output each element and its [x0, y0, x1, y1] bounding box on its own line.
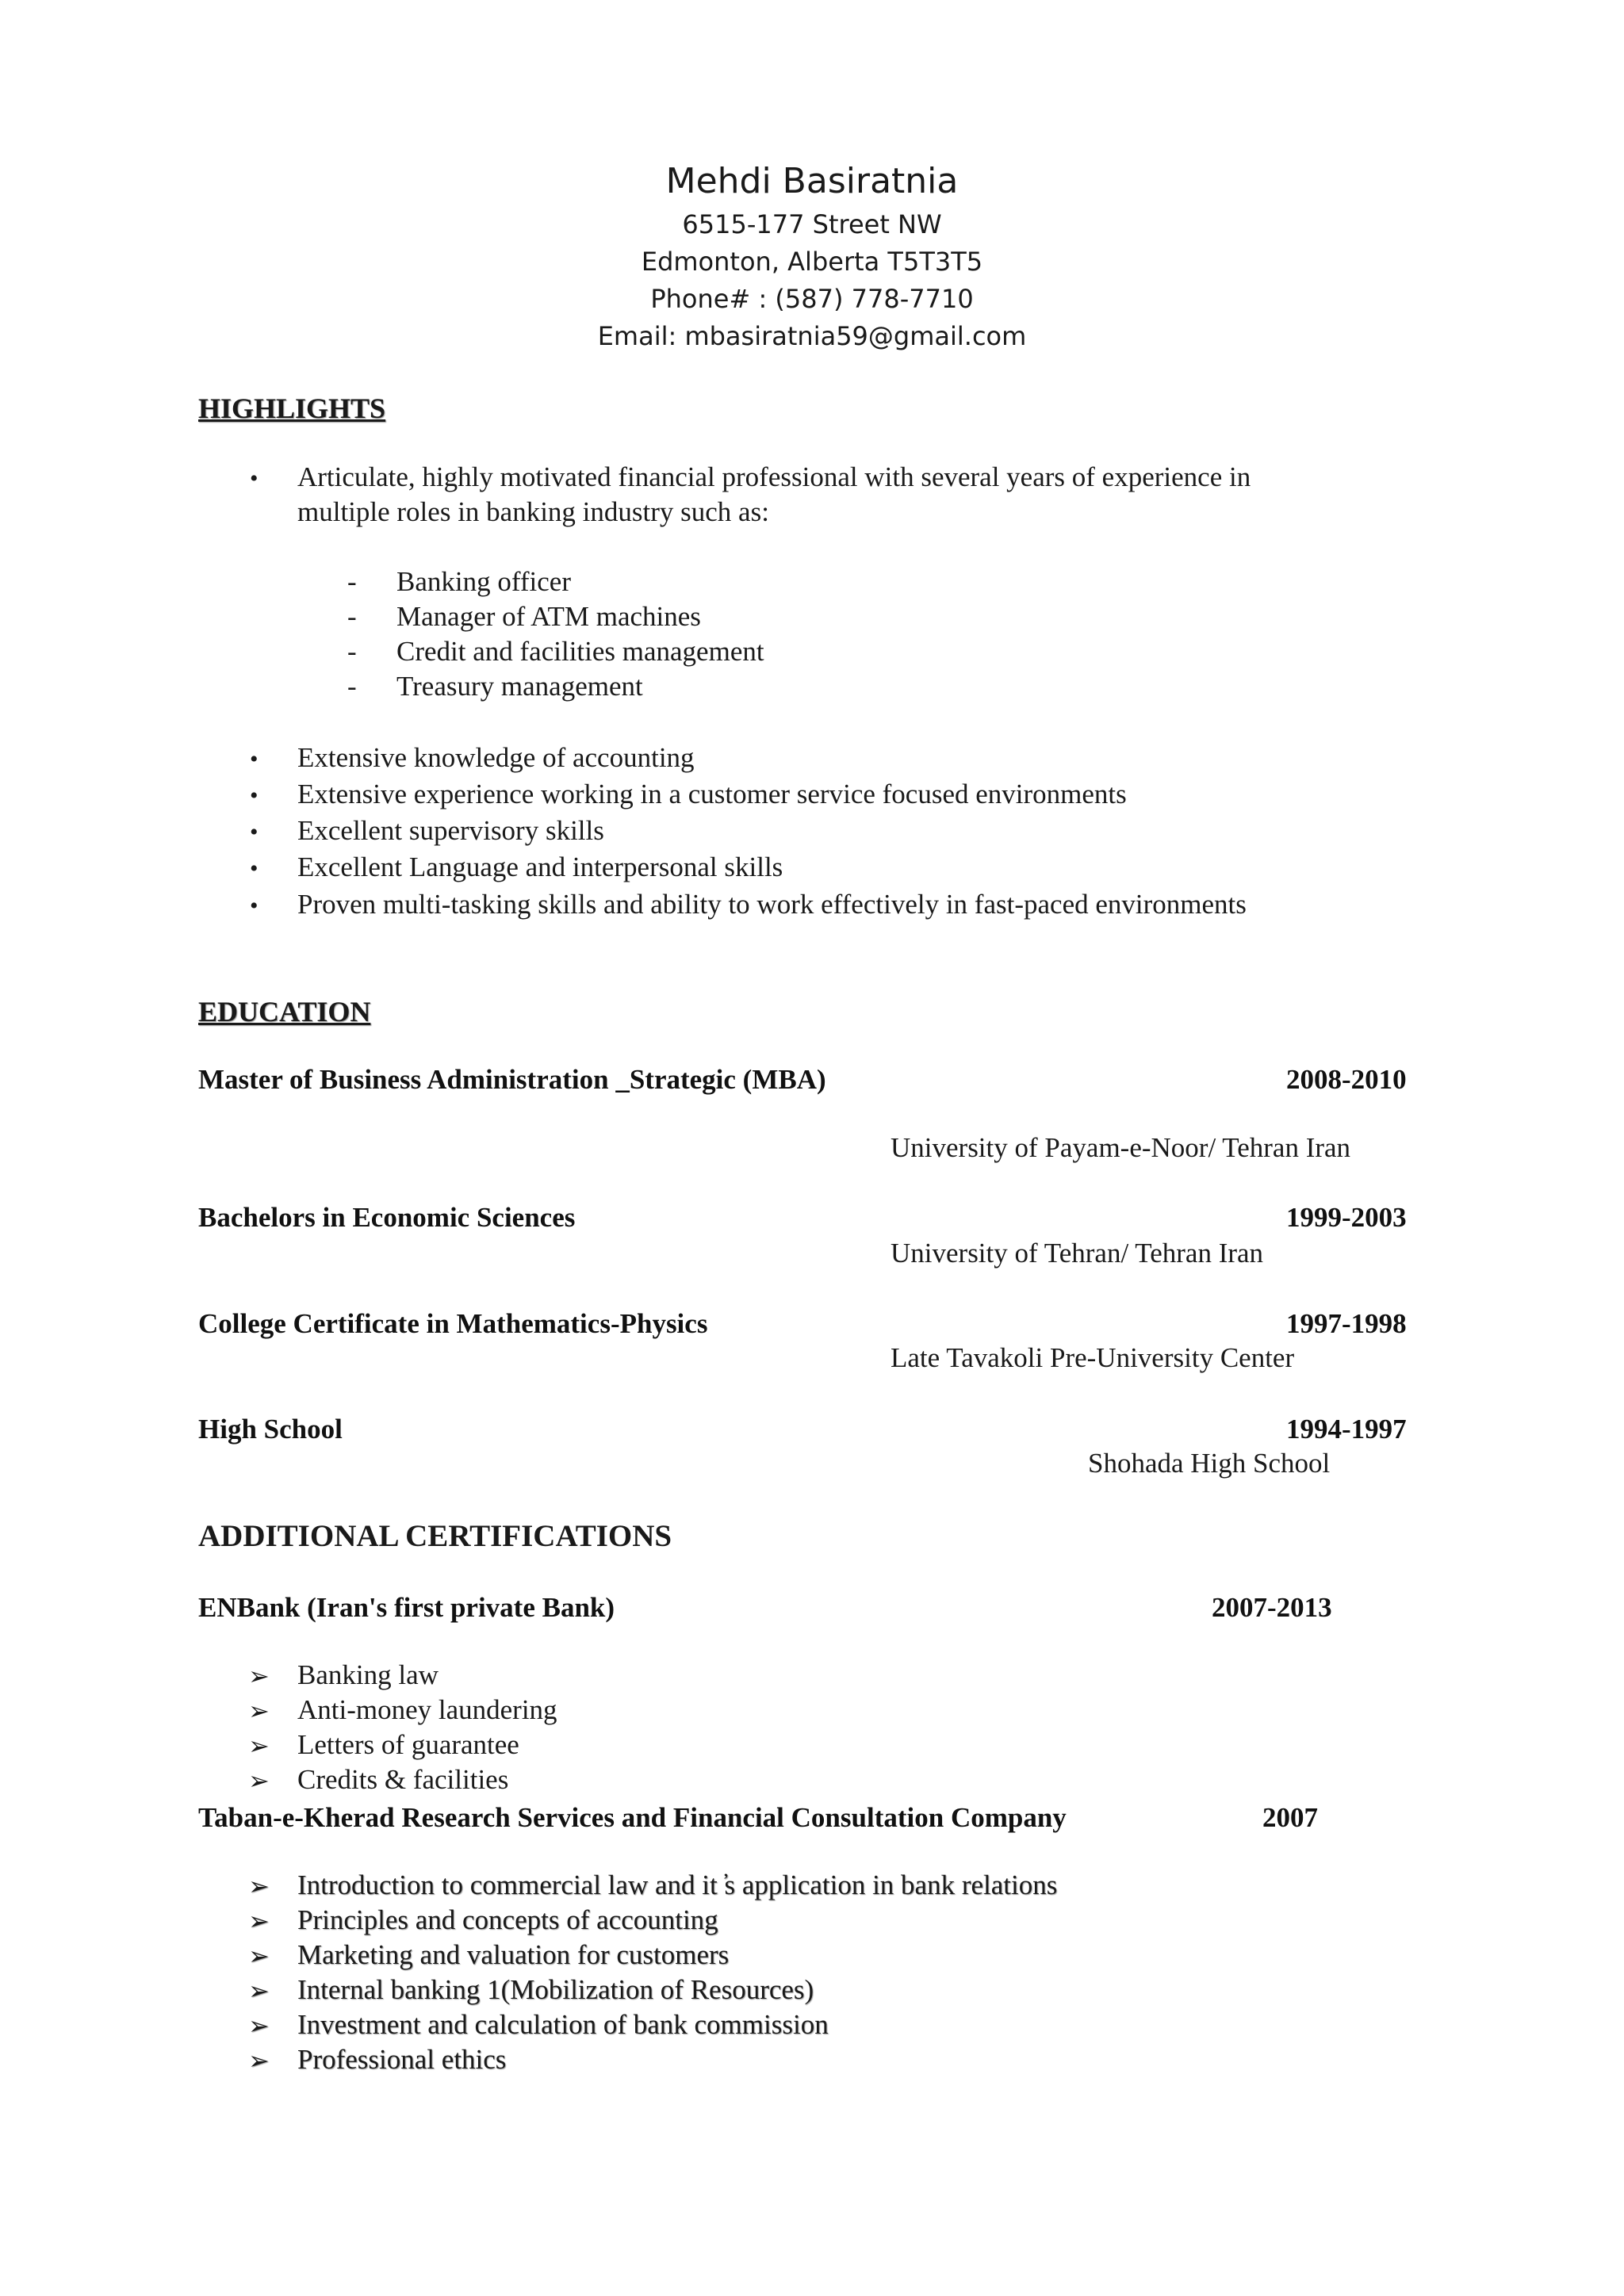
cert-item: Marketing and valuation for customers — [297, 1939, 730, 1970]
bullet-icon: • — [250, 783, 259, 809]
degree-title: Master of Business Administration _Strategic (MBA) — [198, 1064, 826, 1095]
highlight-point: Excellent supervisory skills — [297, 815, 604, 846]
degree-title: College Certificate in Mathematics-Physics — [198, 1308, 708, 1339]
cert-item: Credits & facilities — [297, 1764, 509, 1795]
email-address: Email: mbasiratnia59@gmail.com — [597, 321, 1027, 351]
cert-item: Letters of guarantee — [297, 1729, 519, 1760]
certifications-heading: ADDITIONAL CERTIFICATIONS — [198, 1519, 672, 1553]
arrow-bullet-icon: ➢ — [248, 1942, 270, 1970]
role-item: Credit and facilities management — [396, 636, 764, 667]
institution-name: Shohada High School — [1088, 1448, 1331, 1479]
cert-org-name: ENBank (Iran's first private Bank) — [198, 1592, 615, 1623]
education-heading: EDUCATION — [198, 996, 371, 1027]
cert-item: Internal banking 1(Mobilization of Resources) — [297, 1974, 814, 2005]
address-city: Edmonton, Alberta T5T3T5 — [641, 247, 983, 277]
highlight-point: Excellent Language and interpersonal skills — [297, 851, 783, 882]
cert-item: Principles and concepts of accounting — [297, 1904, 718, 1935]
highlights-heading: HIGHLIGHTS — [198, 392, 386, 424]
arrow-bullet-icon: ➢ — [248, 2046, 270, 2075]
cert-org-years: 2007 — [1262, 1802, 1318, 1833]
degree-years: 1999-2003 — [1286, 1202, 1407, 1233]
highlight-point: Proven multi-tasking skills and ability to work effectively in fast-paced environments — [297, 889, 1247, 920]
arrow-bullet-icon: ➢ — [248, 2011, 270, 2040]
role-item: Banking officer — [396, 566, 571, 597]
arrow-bullet-icon: ➢ — [248, 1766, 270, 1795]
cert-item: Professional ethics — [297, 2044, 507, 2075]
degree-years: 1997-1998 — [1286, 1308, 1407, 1339]
bullet-icon: • — [250, 819, 259, 845]
highlight-point: Extensive knowledge of accounting — [297, 742, 695, 773]
dash-icon: - — [347, 566, 357, 597]
role-item: Treasury management — [396, 671, 643, 702]
cert-item: Anti-money laundering — [297, 1694, 557, 1725]
institution-name: University of Payam-e-Noor/ Tehran Iran — [891, 1132, 1351, 1163]
bullet-icon: • — [250, 855, 259, 882]
degree-years: 2008-2010 — [1286, 1064, 1407, 1095]
cert-org-years: 2007-2013 — [1212, 1592, 1332, 1623]
institution-name: University of Tehran/ Tehran Iran — [891, 1238, 1264, 1269]
address-street: 6515-177 Street NW — [682, 209, 942, 239]
arrow-bullet-icon: ➢ — [248, 1907, 270, 1935]
candidate-name: Mehdi Basiratnia — [665, 161, 959, 201]
highlight-point: Extensive experience working in a customer service focused environments — [297, 779, 1127, 809]
arrow-bullet-icon: ➢ — [248, 1662, 270, 1690]
arrow-bullet-icon: ➢ — [248, 1976, 270, 2005]
degree-title: High School — [198, 1414, 343, 1445]
cert-item: Banking law — [297, 1659, 439, 1690]
dash-icon: - — [347, 671, 357, 702]
arrow-bullet-icon: ➢ — [248, 1697, 270, 1725]
bullet-icon: • — [250, 465, 259, 492]
bullet-icon: • — [250, 746, 259, 772]
arrow-bullet-icon: ➢ — [248, 1872, 270, 1900]
cert-item: Introduction to commercial law and it ̕s application in bank relations — [297, 1869, 1058, 1900]
highlight-intro-line2: multiple roles in banking industry such as: — [297, 496, 769, 527]
degree-title: Bachelors in Economic Sciences — [198, 1202, 576, 1233]
dash-icon: - — [347, 601, 357, 632]
contact-header — [0, 159, 1624, 355]
highlight-intro-line1: Articulate, highly motivated financial professional with several years of experience in — [297, 461, 1251, 492]
dash-icon: - — [347, 636, 357, 667]
role-item: Manager of ATM machines — [396, 601, 701, 632]
degree-years: 1994-1997 — [1286, 1414, 1407, 1445]
bullet-icon: • — [250, 893, 259, 919]
arrow-bullet-icon: ➢ — [248, 1732, 270, 1760]
cert-item: Investment and calculation of bank commission — [297, 2009, 829, 2040]
phone-number: Phone# : (587) 778-7710 — [650, 284, 974, 314]
cert-org-name: Taban-e-Kherad Research Services and Financial Consultation Company — [198, 1802, 1067, 1833]
institution-name: Late Tavakoli Pre-University Center — [891, 1342, 1295, 1373]
